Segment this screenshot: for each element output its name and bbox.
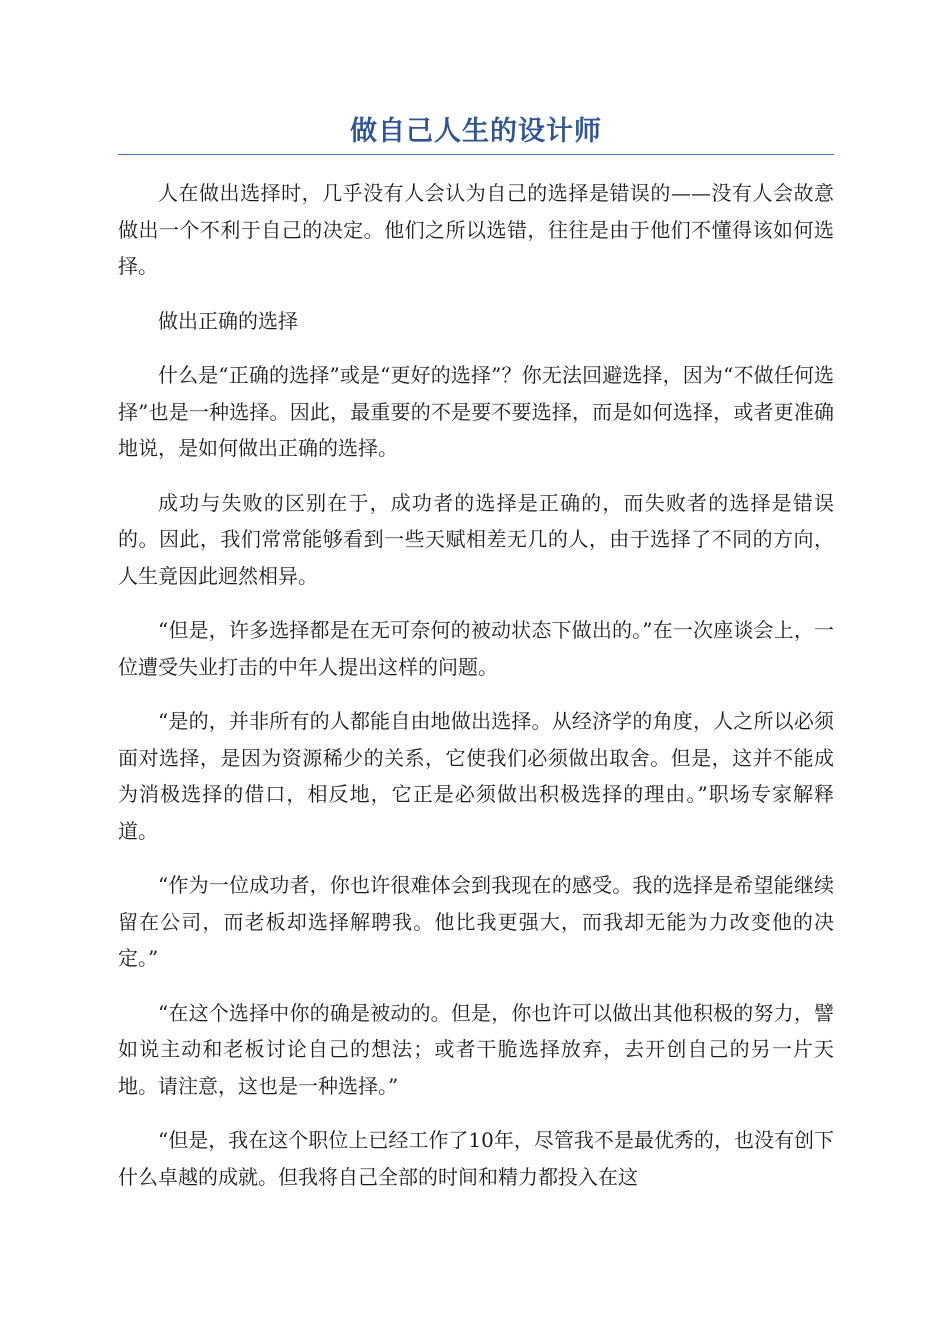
document-page (118, 112, 834, 1213)
paragraph: 成功与失败的区别在于，成功者的选择是正确的，而失败者的选择是错误的。因此，我们常常能够看到一些天赋相差无几的人，由于选择了不同的方向，人生竟因此迥然相异。 (118, 490, 834, 588)
paragraph: “但是，我在这个职位上已经工作了10年，尽管我不是最优秀的，也没有创下什么卓越的成就。但我将自己全部的时间和精力都投入在这 (118, 1128, 834, 1189)
title-underline (118, 154, 834, 155)
document-title: 做自己人生的设计师 (350, 116, 602, 147)
paragraph: “作为一位成功者，你也许很难体会到我现在的感受。我的选择是希望能继续留在公司，而老板却选择解聘我。他比我更强大，而我却无能为力改变他的决定。” (118, 873, 834, 970)
paragraph: 人在做出选择时，几乎没有人会认为自己的选择是错误的——没有人会故意做出一个不利于自己的决定。他们之所以选错，往往是由于他们不懂得该如何选择。 (118, 181, 834, 278)
paragraph: “在这个选择中你的确是被动的。但是，你也许可以做出其他积极的努力，譬如说主动和老板讨论自己的想法；或者干脆选择放弃，去开创自己的另一片天地。请注意，这也是一种选择。” (118, 1000, 834, 1098)
paragraph: “但是，许多选择都是在无可奈何的被动状态下做出的。”在一次座谈会上，一位遭受失业打击的中年人提出这样的问题。 (118, 618, 834, 679)
paragraph: 什么是“正确的选择”或是“更好的选择”？你无法回避选择，因为“不做任何选择”也是一种选择。因此，最重要的不是要不要选择，而是如何选择，或者更准确地说，是如何做出正确的选择。 (118, 363, 834, 460)
paragraph: “是的，并非所有的人都能自由地做出选择。从经济学的角度，人之所以必须面对选择，是因为资源稀少的关系，它使我们必须做出取舍。但是，这并不能成为消极选择的借口，相反地，它正是必须做出积极选择的理由。”职场专家解释道。 (118, 709, 834, 843)
section-heading: 做出正确的选择 (158, 308, 298, 333)
